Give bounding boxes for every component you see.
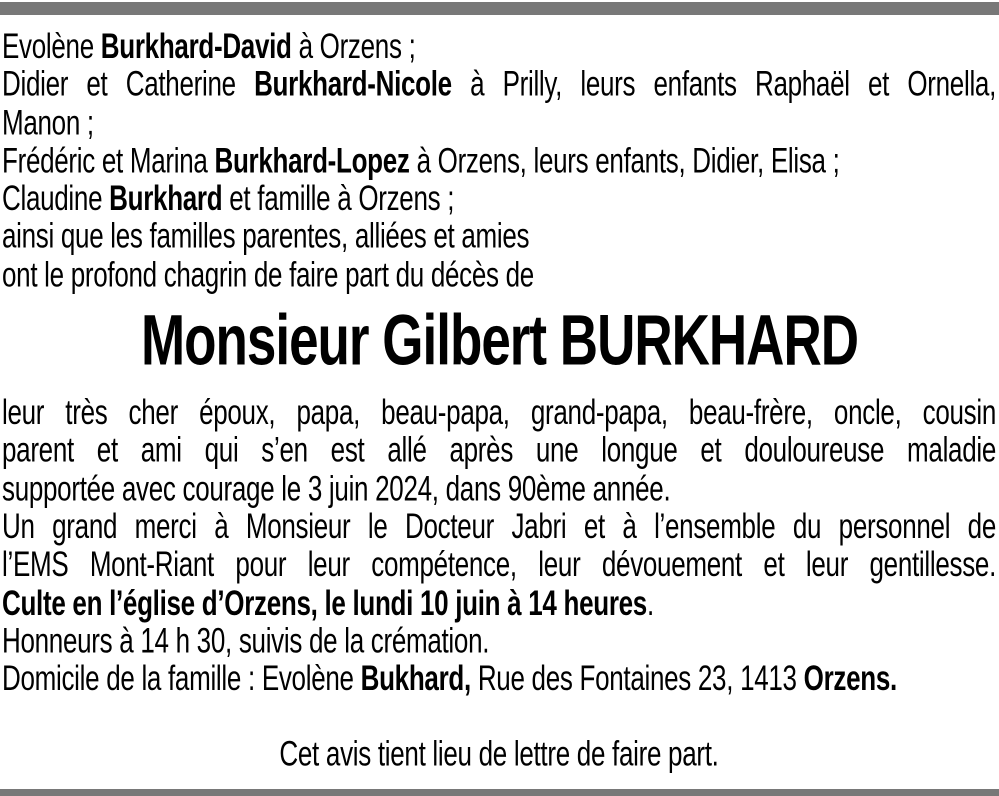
text-run-bold: Bukhard, [360, 658, 471, 699]
text-run: Honneurs à 14 h 30, suivis de la crémation. [2, 620, 490, 661]
text-run-bold: Burkhard-Nicole [254, 63, 452, 105]
text-run: et famille à Orzens ; [222, 177, 455, 219]
text-run-bold: Burkhard-Lopez [214, 139, 410, 181]
text-run: l’EMS Mont-Riant pour leur compétence, leur dévouement et leur gentillesse. [2, 543, 996, 585]
notice-line-family-3 [0, 103, 999, 141]
deceased-name-heading: Monsieur Gilbert BURKHARD [140, 301, 859, 381]
text-run: Un grand merci à Monsieur le Docteur Jabri et à l’ensemble du personnel de [2, 505, 996, 547]
closing-line [0, 735, 999, 773]
notice-line-honors [0, 621, 999, 659]
text-run: ainsi que les familles parentes, alliées et amies [2, 216, 530, 257]
text-run: à Orzens ; [291, 25, 416, 67]
text-run: Didier et Catherine [2, 63, 255, 105]
notice-line-family-2 [0, 65, 999, 103]
text-run: parent et ami qui s’en est allé après une longue et douloureuse maladie [2, 429, 996, 471]
notice-line-domicile [0, 659, 999, 697]
top-rule-bar [0, 2, 999, 15]
text-run-bold: Culte en l’église d’Orzens, le lundi 10 juin à 14 heures [2, 582, 647, 623]
text-run: . [646, 582, 654, 623]
notice-line-thanks-2 [0, 545, 999, 583]
text-run: Cet avis tient lieu de lettre de faire part. [279, 733, 719, 775]
notice-line-tribute-2 [0, 431, 999, 469]
text-run: Domicile de la famille : Evolène [2, 658, 361, 699]
text-run: Frédéric et Marina [2, 139, 215, 181]
notice-line-family-4 [0, 141, 999, 179]
notice-line-announcement [0, 255, 999, 293]
text-run-bold: Burkhard [109, 177, 223, 219]
text-run: à Orzens, leurs enfants, Didier, Elisa ; [409, 139, 840, 181]
text-run: Rue des Fontaines 23, 1413 [470, 658, 804, 699]
notice-line-families [0, 217, 999, 255]
text-run: à Prilly, leurs enfants Raphaël et Ornella, [451, 63, 997, 105]
notice-content [0, 15, 999, 796]
text-run: Evolène [2, 25, 101, 67]
notice-line-family-5 [0, 179, 999, 217]
text-run: leur très cher époux, papa, beau-papa, grand-papa, beau-frère, oncle, cousin [2, 391, 996, 433]
text-run-bold: Burkhard-David [100, 25, 292, 67]
text-run: Claudine [2, 177, 110, 219]
notice-line-service [0, 583, 999, 621]
text-run: ont le profond chagrin de faire part du décès de [2, 254, 534, 295]
text-run: supportée avec courage le 3 juin 2024, dans 90ème année. [2, 467, 671, 509]
text-run: Manon ; [2, 101, 94, 143]
notice-line-thanks-1 [0, 507, 999, 545]
notice-line-tribute-1 [0, 393, 999, 431]
notice-line-tribute-3 [0, 469, 999, 507]
notice-line-family-1 [0, 27, 999, 65]
bottom-rule-bar [0, 789, 999, 796]
text-run-bold: Orzens. [803, 658, 897, 699]
